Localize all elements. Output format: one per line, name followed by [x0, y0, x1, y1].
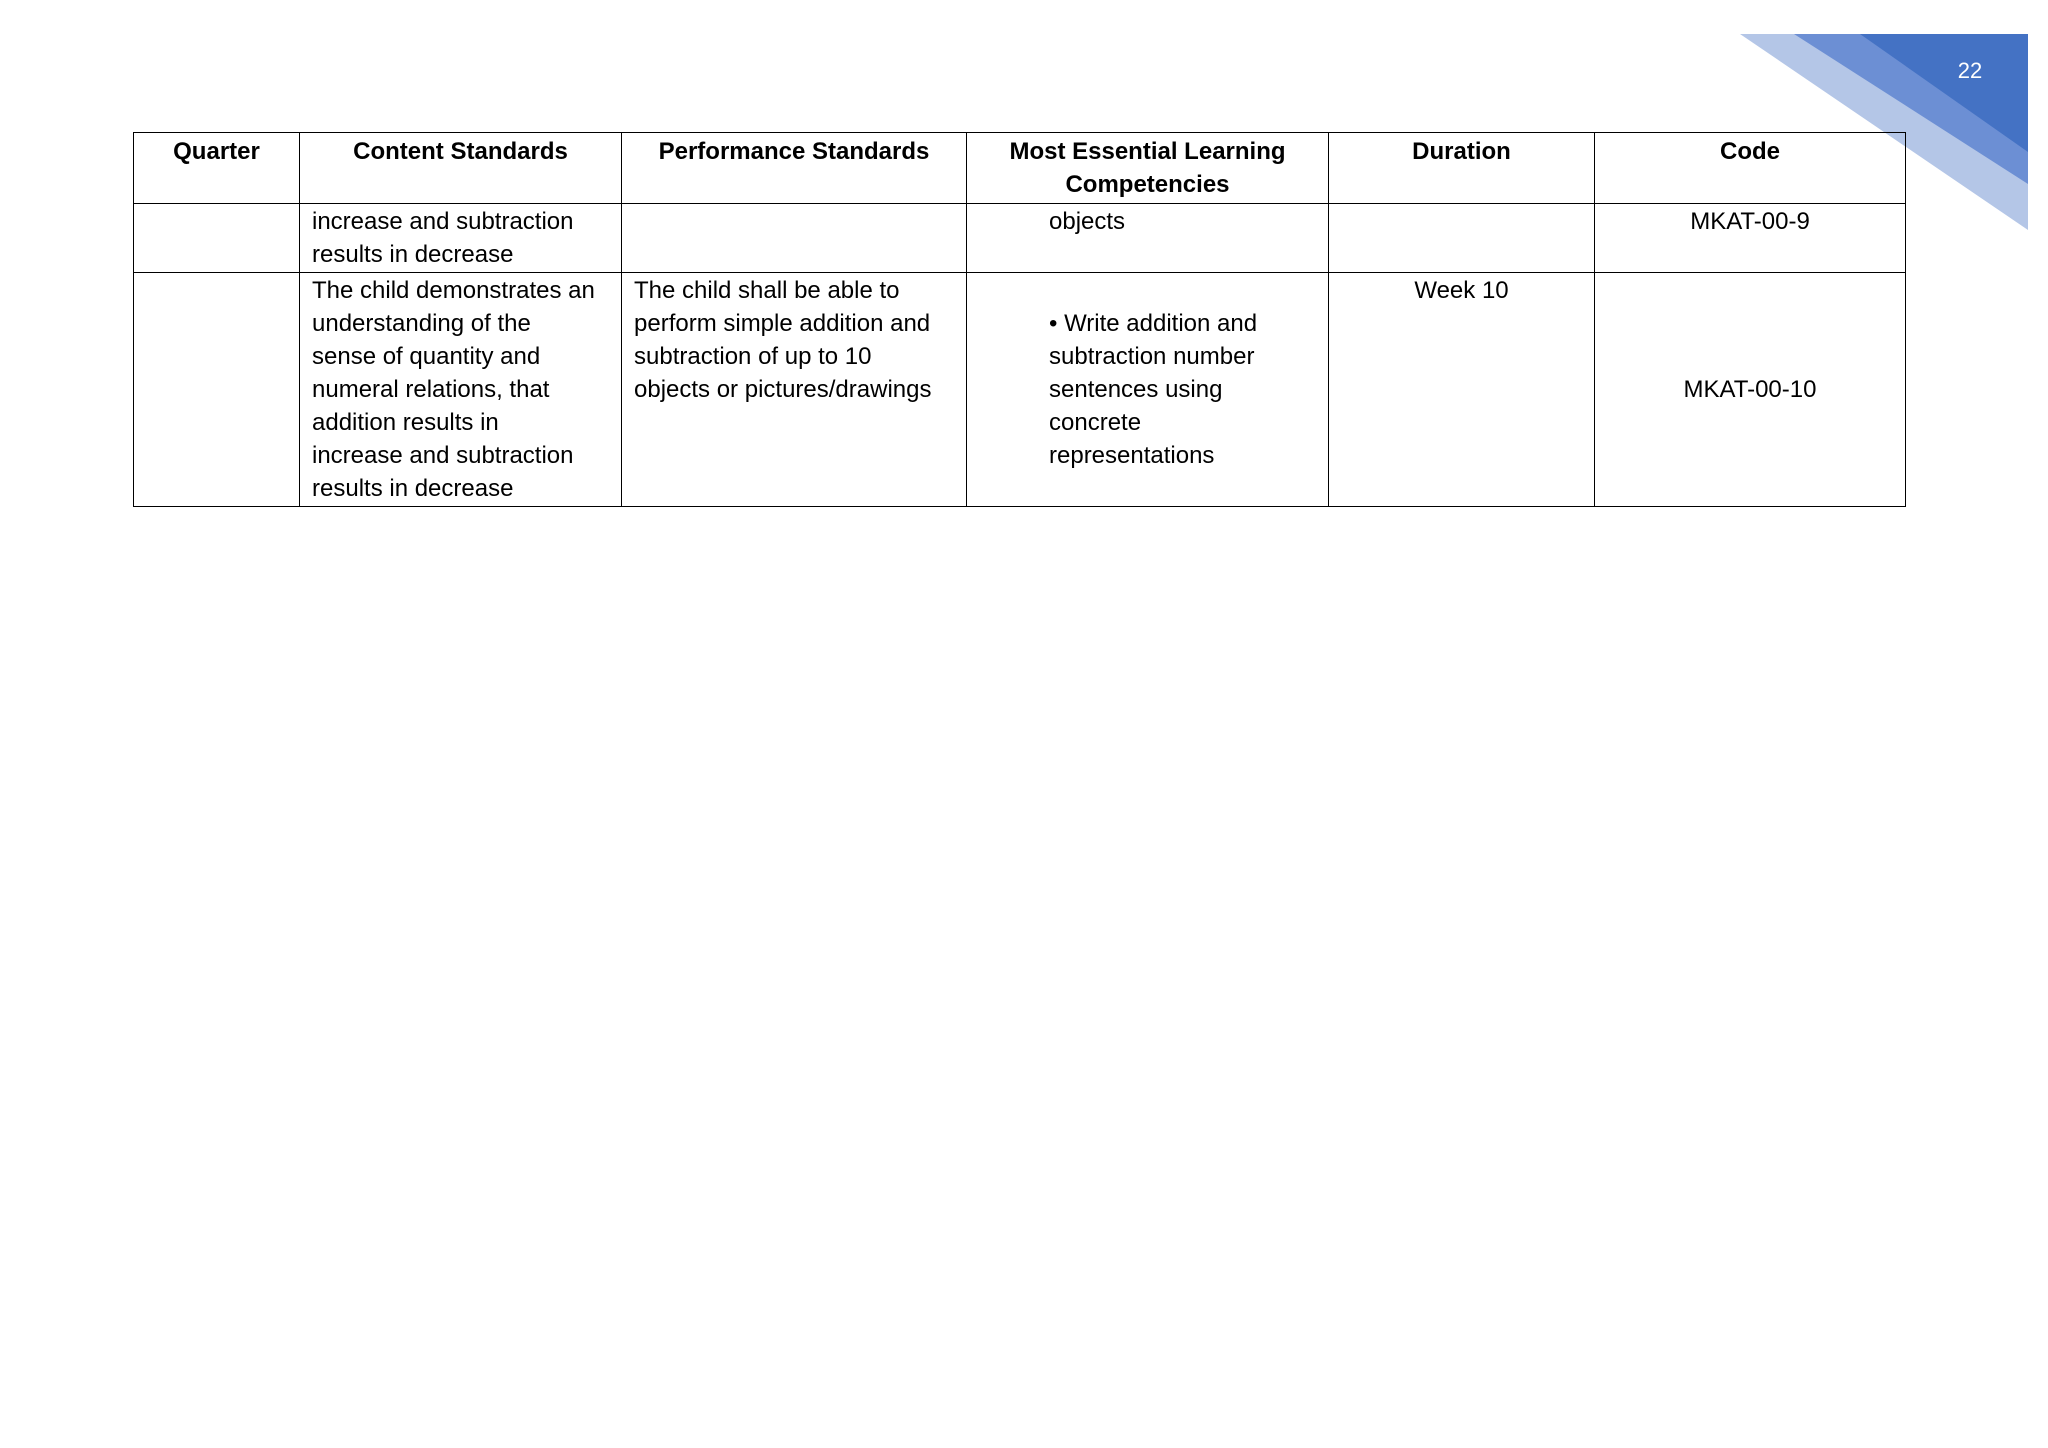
cell-mel-competencies — [967, 273, 1329, 507]
table-row — [134, 273, 1906, 507]
header-quarter: Quarter — [134, 133, 300, 204]
cell-content-standards-text: increase and subtraction results in decrease — [312, 208, 574, 268]
cell-code — [1595, 273, 1906, 507]
cell-performance-standards — [622, 204, 967, 273]
header-mel-competencies: Most Essential Learning Competencies — [967, 133, 1329, 204]
cell-duration — [1329, 273, 1595, 507]
bullet-spacer — [1049, 274, 1316, 307]
header-performance-standards: Performance Standards — [622, 133, 967, 204]
table-row — [134, 204, 1906, 273]
header-duration: Duration — [1329, 133, 1595, 204]
cell-mel-competencies-text: • Write addition and subtraction number sentences using concrete representations — [1049, 310, 1258, 469]
cell-duration-text: Week 10 — [1414, 277, 1509, 304]
cell-code-text: MKAT-00-10 — [1683, 376, 1817, 403]
cell-quarter — [134, 273, 300, 507]
cell-content-standards — [300, 204, 622, 273]
header-content-standards: Content Standards — [300, 133, 622, 204]
cell-mel-competencies-text: objects — [1049, 208, 1126, 235]
cell-duration — [1329, 204, 1595, 273]
header-code: Code — [1595, 133, 1906, 204]
cell-content-standards — [300, 273, 622, 507]
mel-table — [133, 132, 1906, 507]
page-number: 22 — [1957, 58, 1983, 83]
cell-performance-standards — [622, 273, 967, 507]
cell-content-standards-text: The child demonstrates an understanding of the sense of quantity and numeral relations, that addition results in increase and subtraction results in decrease — [312, 277, 595, 502]
cell-code-text: MKAT-00-9 — [1690, 208, 1810, 235]
cell-performance-standards-text: The child shall be able to perform simple addition and subtraction of up to 10 objects or pictures/drawings — [634, 277, 932, 403]
table-header-row — [134, 133, 1906, 204]
cell-mel-competencies — [967, 204, 1329, 273]
cell-code — [1595, 204, 1906, 273]
cell-quarter — [134, 204, 300, 273]
